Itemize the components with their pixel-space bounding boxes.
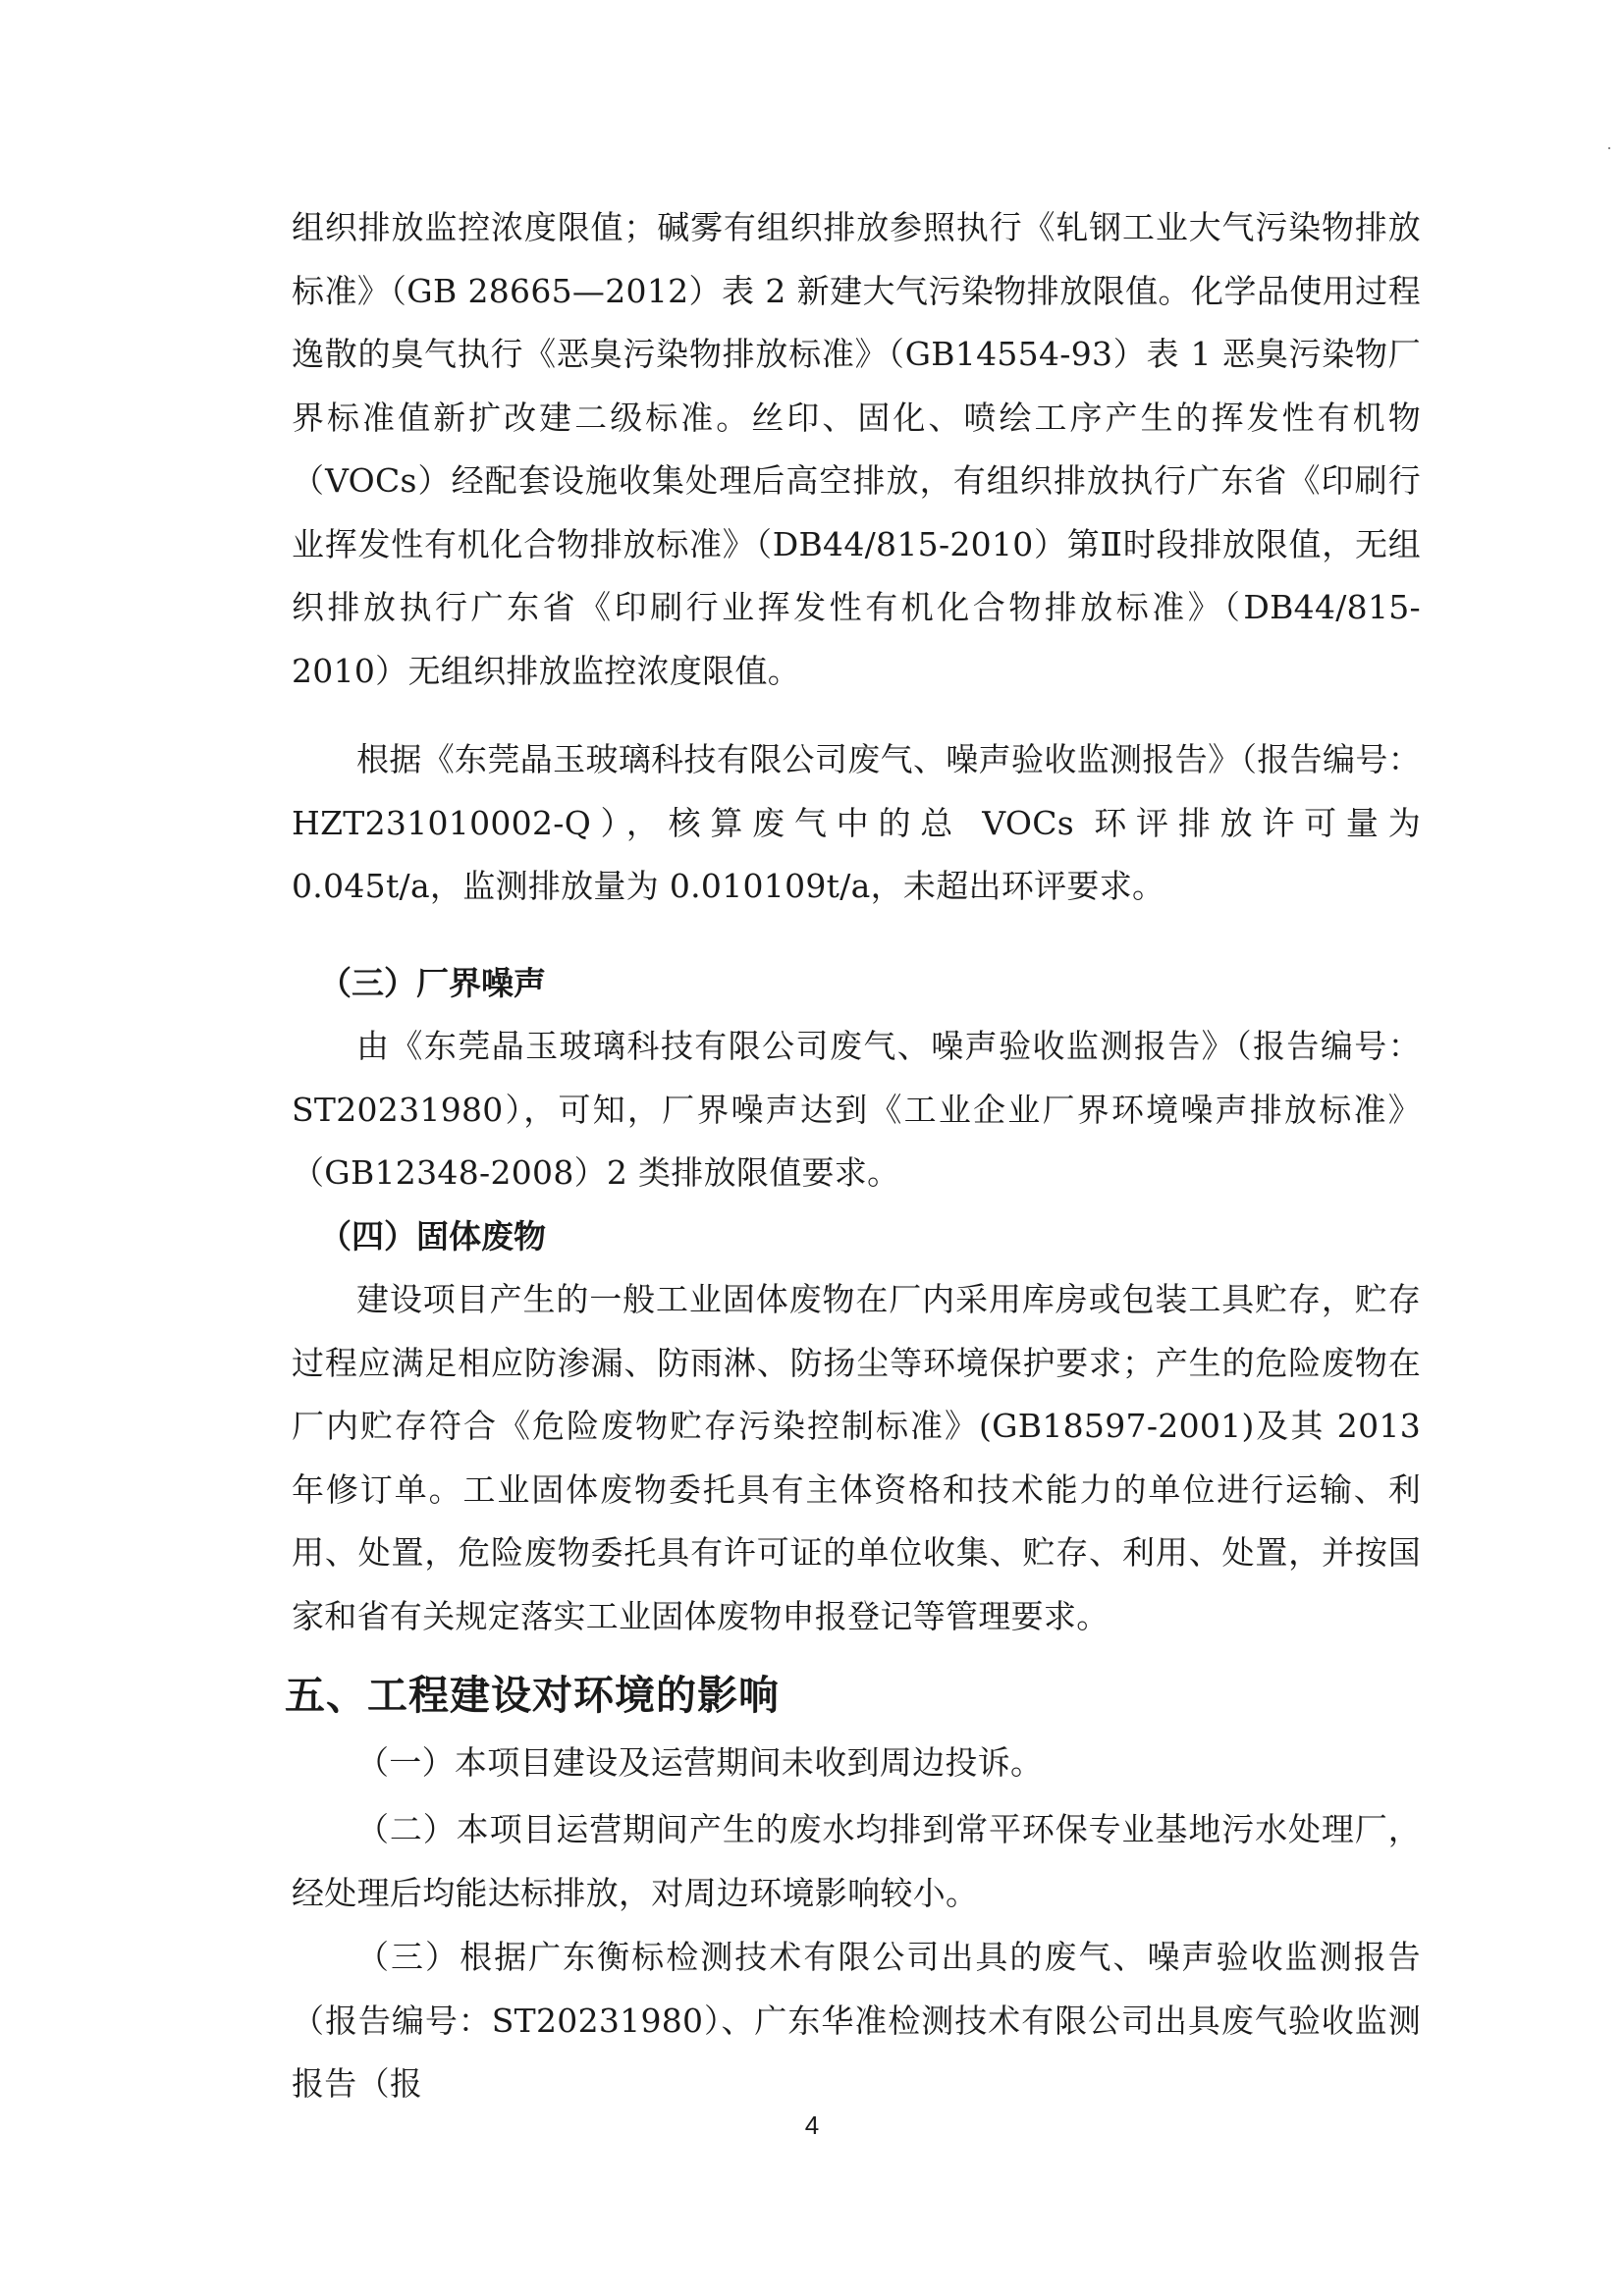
paragraph-solid-waste: 建设项目产生的一般工业固体废物在厂内采用库房或包装工具贮存，贮存过程应满足相应防渗漏、防雨淋、防扬尘等环境保护要求；产生的危险废物在厂内贮存符合《危险废物贮存污染控制标准》(GB18597-2001)及其 2013 年修订单。工业固体废物委托具有主体资格和技术能力的单位进行运输、利用、处置，危险废物委托具有许可证的单位收集、贮存、利用、处置，并按国家和省有关规定落实工业固体废物申报登记等管理要求。 bbox=[292, 1280, 1421, 1635]
paragraph-monitoring-reports: （三）根据广东衡标检测技术有限公司出具的废气、噪声验收监测报告（报告编号：ST20231980）、广东华准检测技术有限公司出具废气验收监测报告（报 bbox=[292, 1938, 1421, 2103]
paragraph-vocs-monitoring: 根据《东莞晶玉玻璃科技有限公司废气、噪声验收监测报告》（报告编号：HZT231010002-Q），核算废气中的总 VOCs 环评排放许可量为 0.045t/a，监测排放量为 0.010109t/a，未超出环评要求。 bbox=[292, 740, 1421, 905]
page-number: 4 bbox=[804, 2110, 820, 2140]
subheading-boundary-noise: （三）厂界噪声 bbox=[319, 964, 546, 1002]
paragraph-complaints: （一）本项目建设及运营期间未收到周边投诉。 bbox=[356, 1743, 1044, 1782]
subheading-solid-waste: （四）固体废物 bbox=[319, 1217, 546, 1255]
section-heading-environmental-impact: 五、工程建设对环境的影响 bbox=[285, 1672, 780, 1719]
paragraph-noise: 由《东莞晶玉玻璃科技有限公司废气、噪声验收监测报告》（报告编号：ST20231980），可知，厂界噪声达到《工业企业厂界环境噪声排放标准》（GB12348-2008）2 类排放限值要求。 bbox=[292, 1027, 1421, 1192]
scan-artifact bbox=[1608, 147, 1610, 149]
paragraph-wastewater: （二）本项目运营期间产生的废水均排到常平环保专业基地污水处理厂，经处理后均能达标排放，对周边环境影响较小。 bbox=[292, 1810, 1421, 1912]
paragraph-emission-standards: 组织排放监控浓度限值；碱雾有组织排放参照执行《轧钢工业大气污染物排放标准》（GB 28665—2012）表 2 新建大气污染物排放限值。化学品使用过程逸散的臭气执行《恶臭污染物排放标准》（GB14554-93）表 1 恶臭污染物厂界标准值新扩改建二级标准。丝印、固化、喷绘工序产生的挥发性有机物（VOCs）经配套设施收集处理后高空排放，有组织排放执行广东省《印刷行业挥发性有机化合物排放标准》（DB44/815-2010）第Ⅱ时段排放限值，无组织排放执行广东省《印刷行业挥发性有机化合物排放标准》（DB44/815-2010）无组织排放监控浓度限值。 bbox=[292, 208, 1421, 690]
